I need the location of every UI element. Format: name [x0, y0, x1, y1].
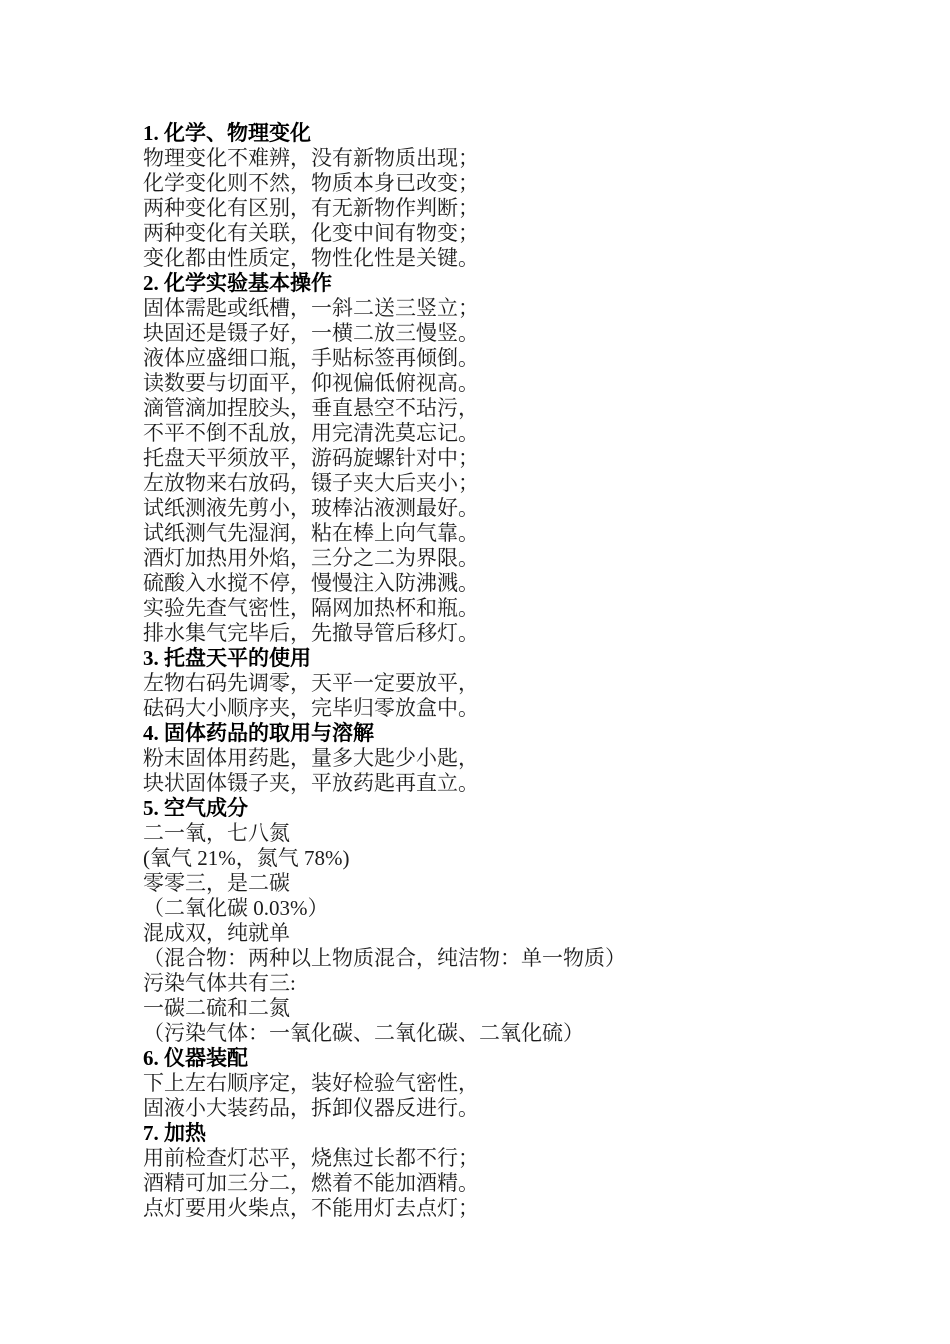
section-heading: 2. 化学实验基本操作 [143, 271, 332, 295]
verse-line: (氧气 21%，氮气 78%) [143, 846, 350, 870]
verse-line: 固体需匙或纸槽，一斜二送三竖立； [143, 296, 479, 320]
section-heading: 6. 仪器装配 [143, 1046, 248, 1070]
verse-line: （污染气体：一氧化碳、二氧化碳、二氧化硫） [143, 1021, 584, 1045]
verse-line: 点灯要用火柴点，不能用灯去点灯； [143, 1196, 479, 1220]
verse-line: 托盘天平须放平，游码旋螺针对中； [143, 446, 479, 470]
verse-line: 试纸测液先剪小，玻棒沾液测最好。 [143, 496, 479, 520]
section-heading: 3. 托盘天平的使用 [143, 646, 311, 670]
verse-line: 二一氧，七八氮 [143, 821, 290, 845]
verse-line: 粉末固体用药匙，量多大匙少小匙， [143, 746, 479, 770]
verse-line: 物理变化不难辨，没有新物质出现； [143, 146, 479, 170]
verse-line: 两种变化有关联，化变中间有物变； [143, 221, 479, 245]
verse-line: 一碳二硫和二氮 [143, 996, 290, 1020]
verse-line: 酒精可加三分二，燃着不能加酒精。 [143, 1171, 479, 1195]
verse-line: 滴管滴加捏胶头，垂直悬空不玷污， [143, 396, 479, 420]
verse-line: （混合物：两种以上物质混合，纯洁物：单一物质） [143, 946, 626, 970]
section-heading: 7. 加热 [143, 1121, 206, 1145]
verse-line: 化学变化则不然，物质本身已改变； [143, 171, 479, 195]
section-heading: 1. 化学、物理变化 [143, 121, 311, 145]
verse-line: 固液小大装药品，拆卸仪器反进行。 [143, 1096, 479, 1120]
verse-line: 污染气体共有三: [143, 971, 296, 995]
document-text-block [143, 121, 823, 1221]
verse-line: 排水集气完毕后，先撤导管后移灯。 [143, 621, 479, 645]
verse-line: 砝码大小顺序夹，完毕归零放盒中。 [143, 696, 479, 720]
section-heading: 5. 空气成分 [143, 796, 248, 820]
verse-line: 读数要与切面平，仰视偏低俯视高。 [143, 371, 479, 395]
verse-line: 酒灯加热用外焰，三分之二为界限。 [143, 546, 479, 570]
verse-line: （二氧化碳 0.03%） [143, 896, 329, 920]
verse-line: 实验先查气密性，隔网加热杯和瓶。 [143, 596, 479, 620]
section-heading: 4. 固体药品的取用与溶解 [143, 721, 374, 745]
verse-line: 试纸测气先湿润，粘在棒上向气靠。 [143, 521, 479, 545]
verse-line: 左物右码先调零，天平一定要放平， [143, 671, 479, 695]
verse-line: 块状固体镊子夹，平放药匙再直立。 [143, 771, 479, 795]
verse-line: 不平不倒不乱放，用完清洗莫忘记。 [143, 421, 479, 445]
verse-line: 两种变化有区别，有无新物作判断； [143, 196, 479, 220]
verse-line: 下上左右顺序定，装好检验气密性， [143, 1071, 479, 1095]
verse-line: 硫酸入水搅不停，慢慢注入防沸溅。 [143, 571, 479, 595]
verse-line: 变化都由性质定，物性化性是关键。 [143, 246, 479, 270]
verse-line: 用前检查灯芯平，烧焦过长都不行； [143, 1146, 479, 1170]
verse-line: 零零三，是二碳 [143, 871, 290, 895]
verse-line: 左放物来右放码，镊子夹大后夹小； [143, 471, 479, 495]
verse-line: 混成双，纯就单 [143, 921, 290, 945]
verse-line: 块固还是镊子好，一横二放三慢竖。 [143, 321, 479, 345]
verse-line: 液体应盛细口瓶，手贴标签再倾倒。 [143, 346, 479, 370]
